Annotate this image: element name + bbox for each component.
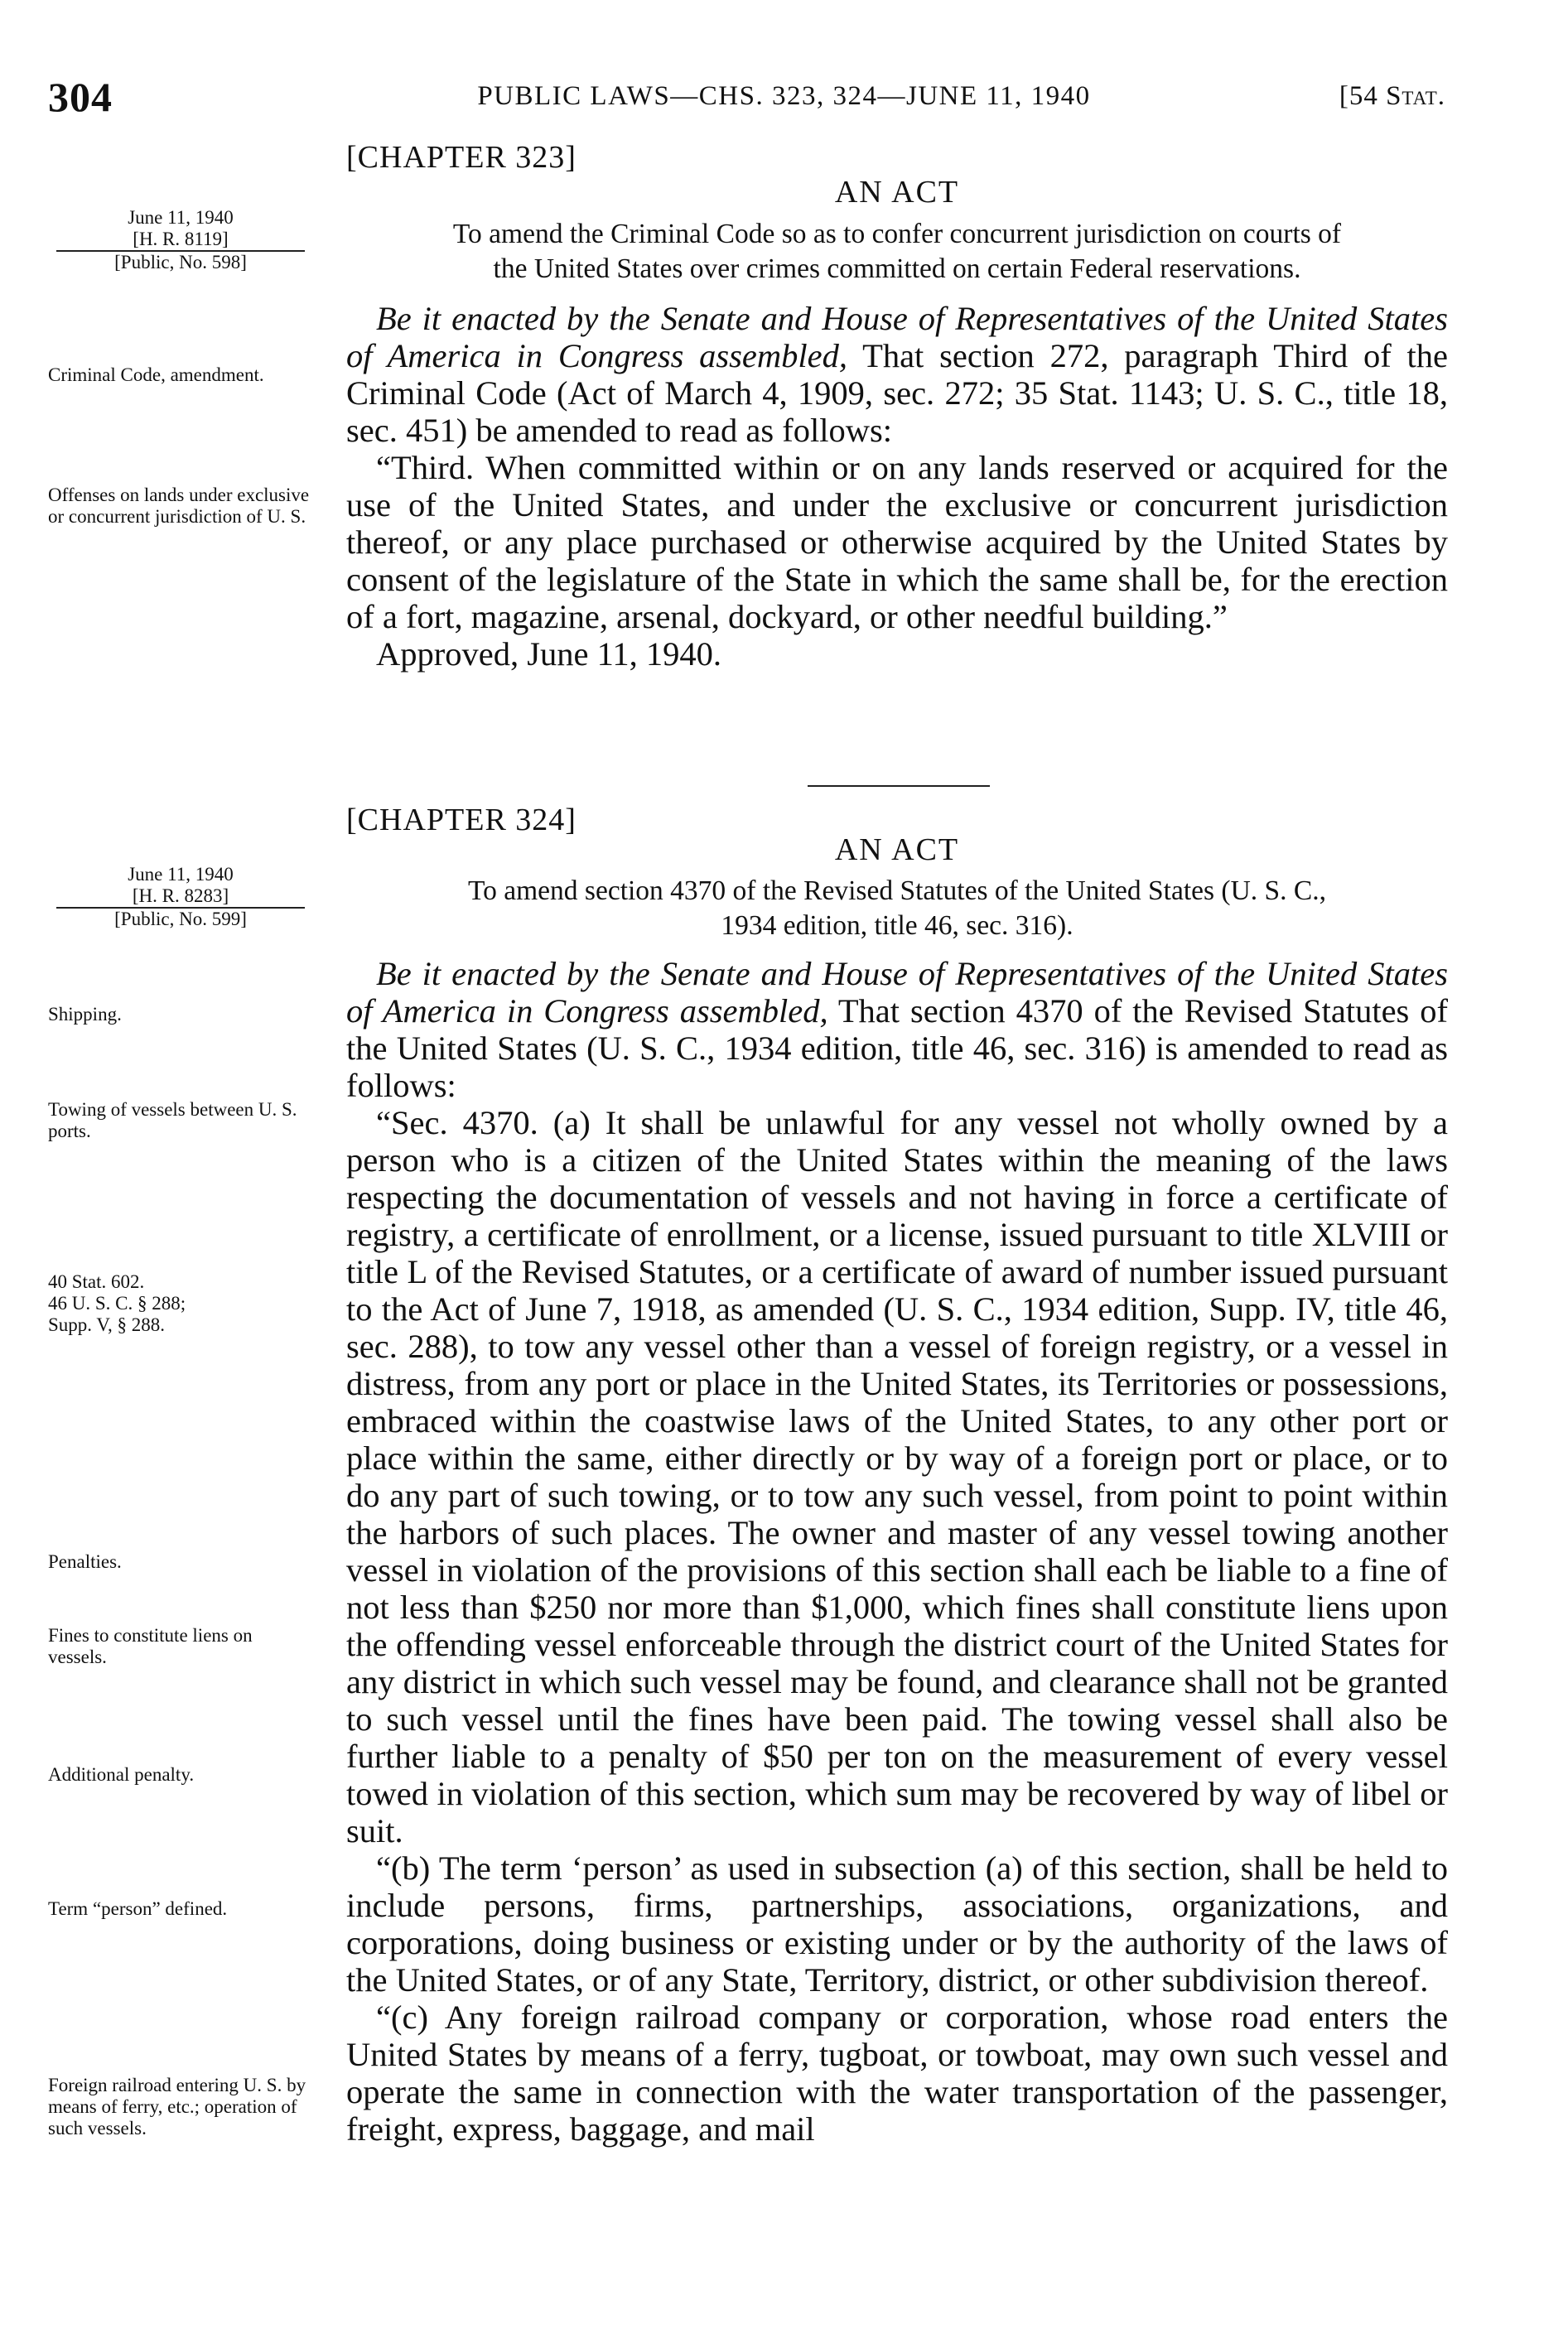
chapter-324-title-line2: 1934 edition, title 46, sec. 316). (721, 910, 1073, 941)
page-number: 304 (48, 74, 113, 120)
margin-citation-2: 46 U. S. C. § 288; (48, 1293, 186, 1314)
chapter-323-title (346, 217, 1448, 287)
chapter-324-act-label: AN ACT (834, 832, 960, 867)
chapter-324-label: [CHAPTER 324] (346, 803, 577, 837)
margin-note-criminal-code-text: Criminal Code, amendment. (48, 364, 264, 385)
margin-public-number: [Public, No. 599] (114, 909, 247, 929)
margin-note-foreign-railroad: Foreign railroad entering U. S. by means of ferry, etc.; operation of such vessels. (48, 2075, 306, 2139)
chapter-323-label: [CHAPTER 323] (346, 140, 577, 175)
margin-note-fines: Fines to constitute liens on vessels. (48, 1625, 253, 1667)
section-divider (808, 785, 990, 787)
margin-note-penalties: Penalties. (48, 1551, 122, 1572)
section-4370-b: “(b) The term ‘person’ as used in subsection (a) of this section, shall be held to include persons, firms, partnerships, associations, organizations, and corporations, doing business or existing under or by the authority of the laws of the United States, or of any State, Territory, district, or other subdivision thereof. (346, 1849, 1448, 1999)
margin-note-term-person: Term “person” defined. (48, 1898, 228, 1919)
chapter-323-approved: Approved, June 11, 1940. (376, 635, 721, 673)
chapter-323-enacting-clause (346, 300, 1448, 449)
chapter-323-body (346, 300, 1448, 673)
margin-bill-number: [H. R. 8119] (133, 229, 229, 249)
volume-reference (1339, 81, 1445, 112)
margin-bill-number: [H. R. 8283] (132, 885, 229, 906)
margin-note-criminal-code (48, 364, 313, 386)
chapter-324-enacting-clause (346, 955, 1448, 1104)
chapter-324-title (346, 874, 1448, 943)
margin-citation-3: Supp. V, § 288. (48, 1314, 166, 1335)
chapter-324-title-line1: To amend section 4370 of the Revised Statutes of the United States (U. S. C., (468, 875, 1326, 906)
margin-public-number: [Public, No. 598] (114, 252, 247, 272)
enacting-clause-text: That section 4370 of the Revised Statutes of the United States (U. S. C., 1934 edition, title 46, sec. 316) is amended to read as follows: (346, 992, 1448, 1104)
enacting-clause-italic: Be it enacted by the Senate and House of Representatives of the United States of America in Congress assembled, (346, 300, 1448, 374)
enacting-clause-text: That section 272, paragraph Third of the Criminal Code (Act of March 4, 1909, sec. 272; 35 Stat. 1143; U. S. C., title 18, sec. 451) be amended to read as follows: (346, 337, 1448, 449)
section-4370-a: “Sec. 4370. (a) It shall be unlawful for any vessel not wholly owned by a person who is a citizen of the United States within the meaning of the laws respecting the documentation of vessels and not having in force a certificate of registry, a certificate of enrollment, or a license, issued pursuant to title XLVIII or title L of the Revised Statutes, or a certificate of award of number issued pursuant to the Act of June 7, 1918, as amended (U. S. C., 1934 edition, Supp. IV, title 46, sec. 288), to tow any vessel other than a vessel of foreign registry, or a vessel in distress, from any port or place in the United States, its Territories or possessions, embraced within the coastwise laws of the United States, to any other port or place within the same, either directly or by way of a foreign port or place, or to do any part of such towing, or to tow any such vessel, from point to point within the harbors of such places. The owner and master of any vessel towing another vessel in violation of the provisions of this section shall each be liable to a fine of not less than $250 nor more than $1,000, which fines shall constitute liens upon the offending vessel enforceable through the district court of the United States for any district in which such vessel may be found, and clearance shall not be granted to such vessel until the fines have been paid. The towing vessel shall also be further liable to a penalty of $50 per ton on the measurement of every vessel towed in violation of this section, which sum may be recovered by way of libel or suit. (346, 1104, 1448, 1849)
chapter-324-body (346, 955, 1448, 2148)
chapter-323-title-line1: To amend the Criminal Code so as to confer concurrent jurisdiction on courts of (452, 219, 1342, 249)
margin-note-ch324-ref (48, 864, 313, 930)
chapter-323-quoted-text: “Third. When committed within or on any lands reserved or acquired for the use of the United States, and under the exclusive or concurrent jurisdiction thereof, or any place purchased or otherwise acquired by the United States by consent of the legislature of the State in which the same shall be, for the erection of a fort, magazine, arsenal, dockyard, or other needful building.” (346, 449, 1448, 635)
volume-text: [54 Stat. (1339, 81, 1445, 111)
margin-note-ch323-ref (48, 207, 313, 273)
margin-note-additional-penalty: Additional penalty. (48, 1764, 195, 1785)
margin-note-shipping: Shipping. (48, 1004, 122, 1025)
running-head: PUBLIC LAWS—CHS. 323, 324—JUNE 11, 1940 (477, 81, 1091, 111)
enacting-clause-italic: Be it enacted by the Senate and House of Representatives of the United States of America in Congress assembled, (346, 955, 1448, 1029)
chapter-323-title-line2: the United States over crimes committed on certain Federal reservations. (493, 253, 1301, 284)
margin-citation-1: 40 Stat. 602. (48, 1271, 145, 1292)
margin-date: June 11, 1940 (128, 207, 234, 228)
margin-note-towing: Towing of vessels between U. S. ports. (48, 1099, 297, 1141)
margin-note-citation (48, 1271, 313, 1336)
margin-note-offenses: Offenses on lands under exclusive or concurrent jurisdiction of U. S. (48, 485, 310, 527)
section-4370-c: “(c) Any foreign railroad company or corporation, whose road enters the United States by means of a ferry, tugboat, or towboat, may own such vessel and operate the same in connection with the water transportation of the passenger, freight, express, baggage, and mail (346, 1999, 1448, 2148)
chapter-323-act-label: AN ACT (834, 175, 960, 210)
margin-date: June 11, 1940 (128, 864, 234, 885)
